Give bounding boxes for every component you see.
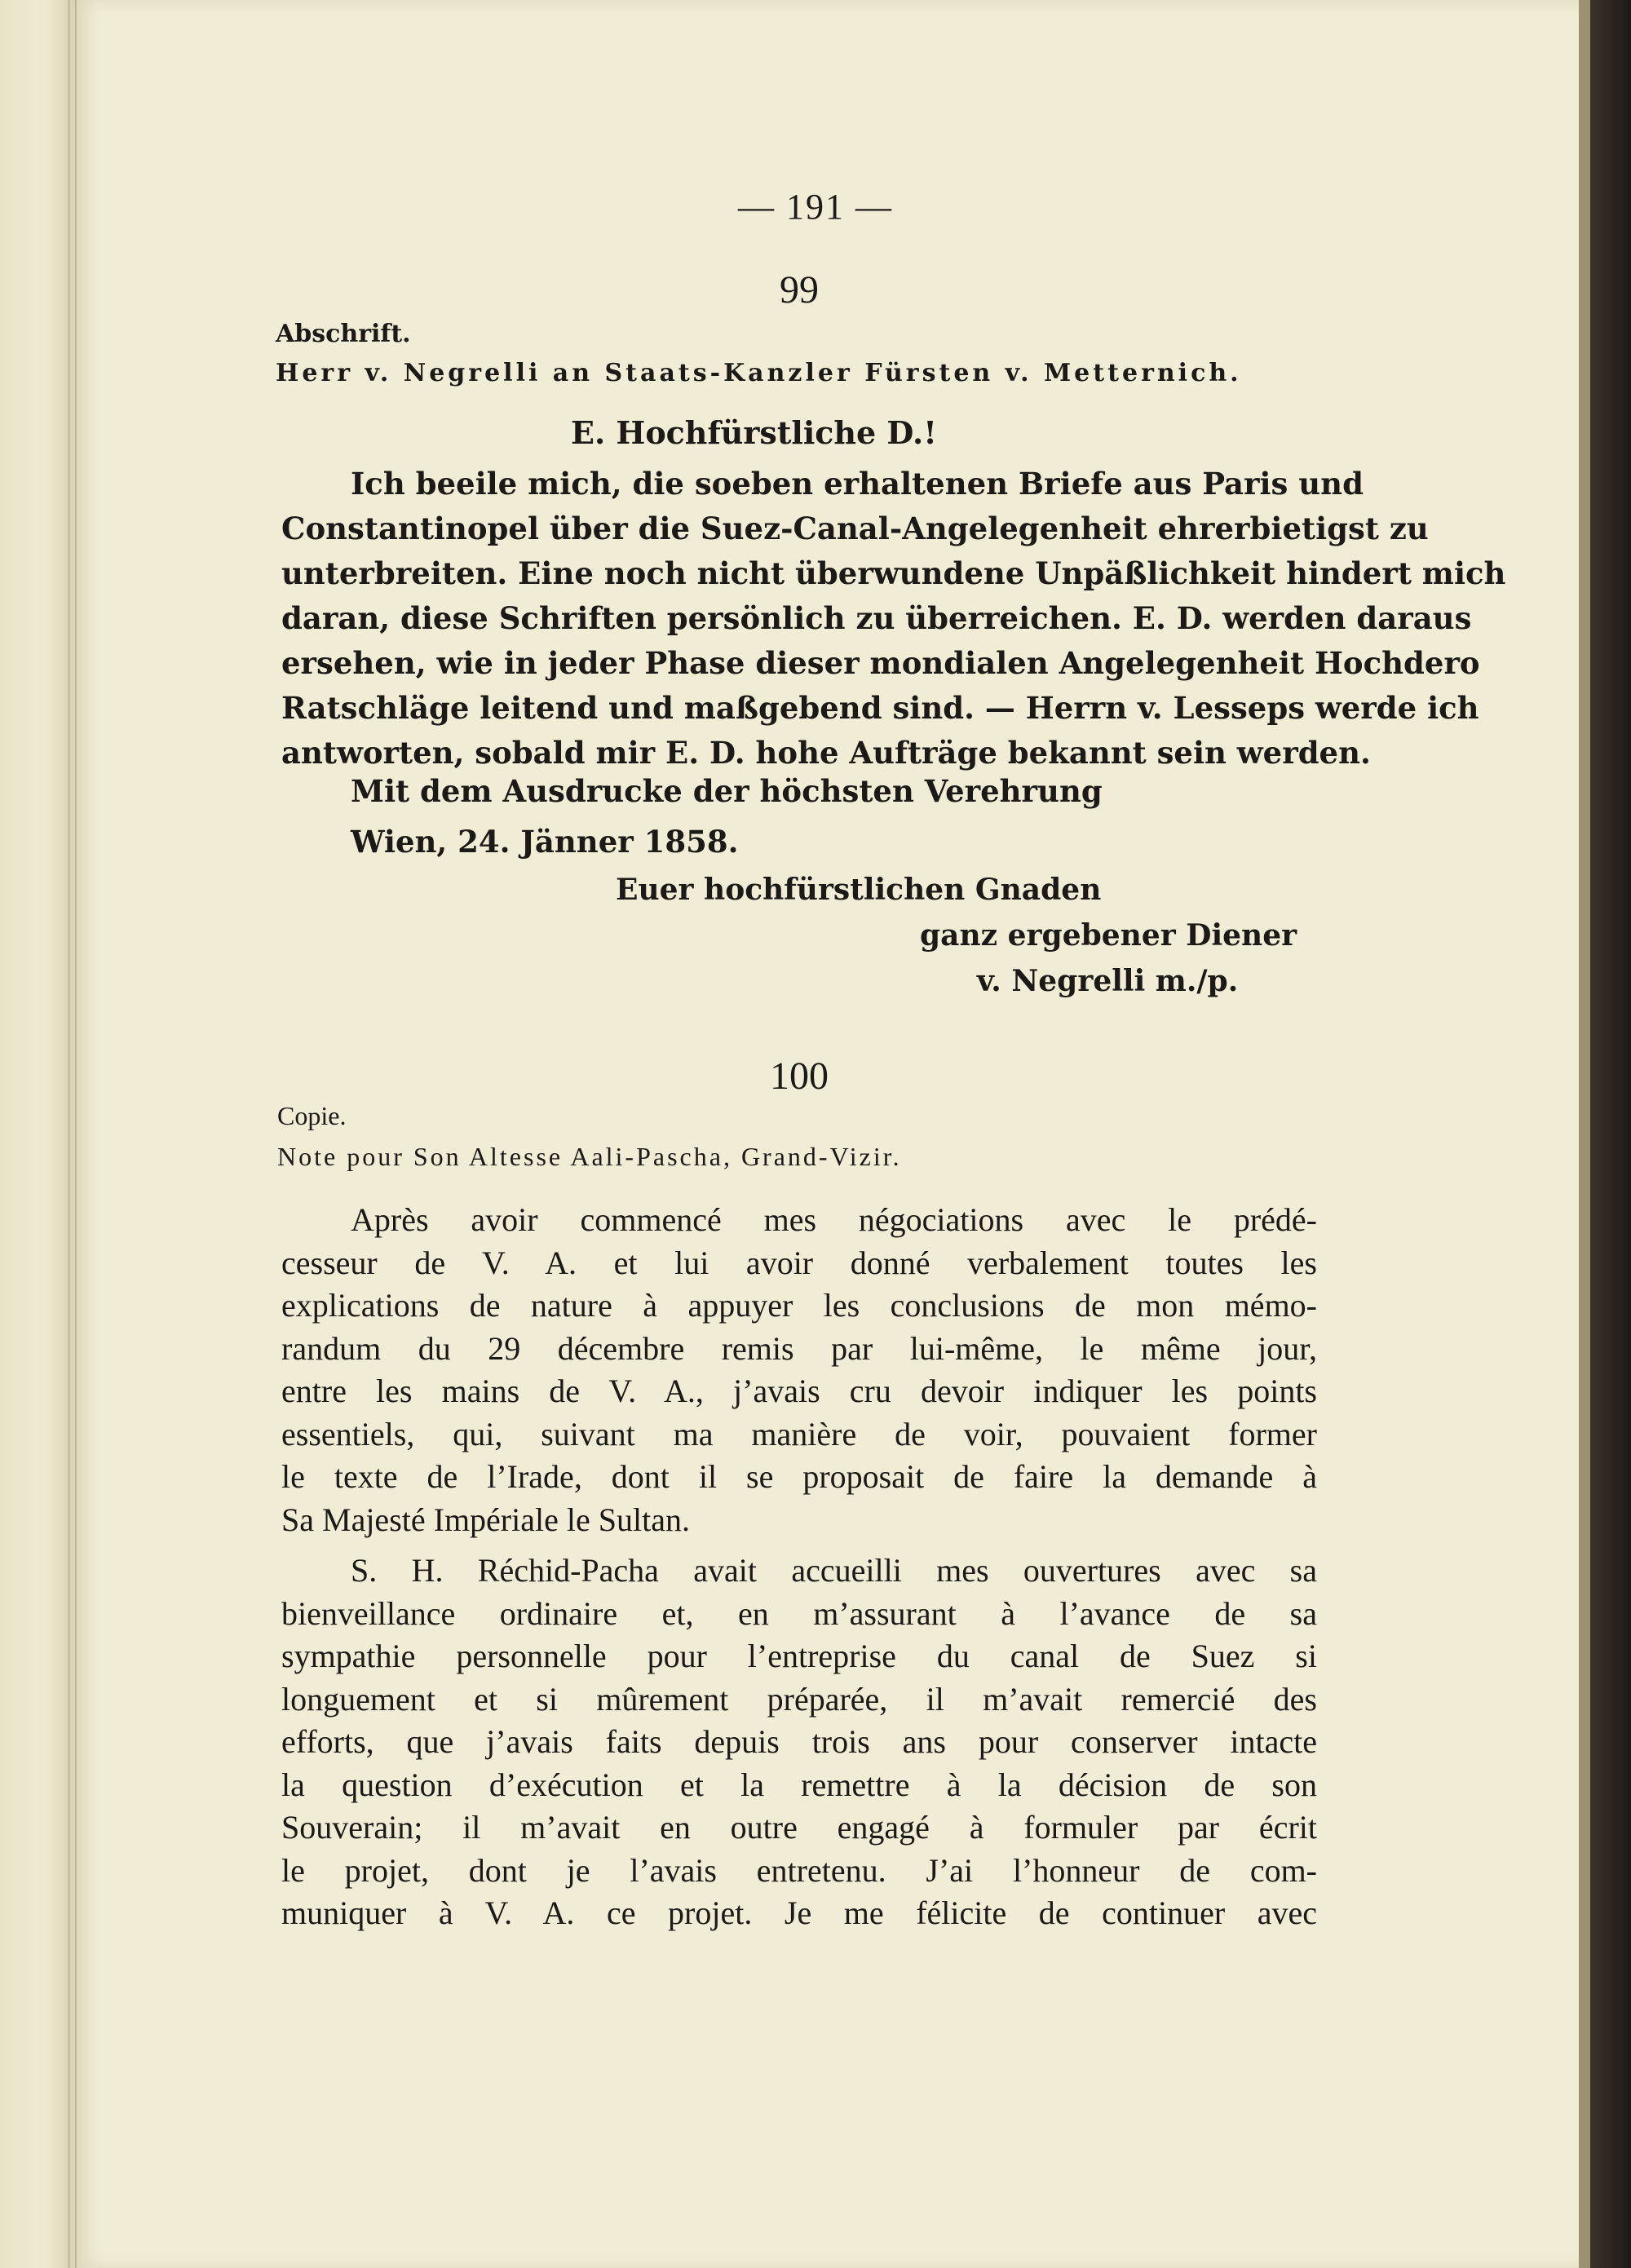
page-gutter xyxy=(1579,0,1590,2268)
letter-99-signature-greeting: Euer hochfürstlichen Gnaden xyxy=(616,873,1102,907)
letter-100-line: le projet, dont je l’avais entretenu. J’ai l’honneur de com- xyxy=(281,1851,1317,1889)
letter-99-number: 99 xyxy=(780,268,819,312)
letter-99-line: Ich beeile mich, die soeben erhaltenen Briefe aus Paris und xyxy=(351,466,1364,502)
letter-100-paragraph-1 xyxy=(281,1199,1317,1541)
letter-100-line: sympathie personnelle pour l’entreprise du canal de Suez si xyxy=(281,1638,1317,1674)
letter-100-heading: Note pour Son Altesse Aali-Pascha, Grand-Vizir. xyxy=(277,1142,902,1171)
letter-100-line: Souverain; il m’avait en outre engagé à formuler par écrit xyxy=(281,1809,1317,1846)
letter-99-signature-servant: ganz ergebener Diener xyxy=(920,918,1297,953)
book-binding xyxy=(1590,0,1631,2268)
letter-99-salutation: E. Hochfürstliche D.! xyxy=(571,414,937,451)
letter-100-line: le texte de l’Irade, dont il se proposait de faire la demande à xyxy=(281,1458,1317,1495)
letter-100-paragraph-2 xyxy=(281,1550,1317,1935)
letter-100-line: explications de nature à appuyer les conclusions de mon mémo- xyxy=(281,1287,1317,1324)
letter-100-line: muniquer à V. A. ce projet. Je me félicite de continuer avec xyxy=(281,1894,1317,1931)
letter-99-label: Abschrift. xyxy=(276,320,411,348)
letter-99-line: Constantinopel über die Suez-Canal-Angelegenheit ehrerbietigst zu xyxy=(281,511,1429,546)
page-number: — 191 — xyxy=(738,187,893,227)
letter-99-signature-name: v. Negrelli m./p. xyxy=(977,964,1239,998)
letter-100-line: S. H. Réchid-Pacha avait accueilli mes ouvertures avec sa xyxy=(351,1552,1317,1589)
letter-100-line: longuement et si mûrement préparée, il m’avait remercié des xyxy=(281,1680,1317,1718)
letter-100-line: Après avoir commencé mes négociations avec le prédé- xyxy=(351,1201,1317,1238)
letter-100-line: essentiels, qui, suivant ma manière de voir, pouvaient former xyxy=(281,1415,1317,1452)
letter-99-heading: Herr v. Negrelli an Staats-Kanzler Fürsten v. Metternich. xyxy=(276,359,1242,387)
letter-100-line: entre les mains de V. A., j’avais cru devoir indiquer les points xyxy=(281,1373,1317,1409)
letter-99-line: Ratschläge leitend und maßgebend sind. — Herrn v. Lesseps werde ich xyxy=(281,690,1479,726)
letter-100-label: Copie. xyxy=(277,1101,347,1130)
letter-100-line: la question d’exécution et la remettre à la décision de son xyxy=(281,1766,1317,1803)
letter-99-closing: Mit dem Ausdrucke der höchsten Verehrung xyxy=(351,773,1103,809)
letter-99-place-date: Wien, 24. Jänner 1858. xyxy=(351,824,739,860)
letter-100-line: randum du 29 décembre remis par lui-même, le même jour, xyxy=(281,1329,1317,1367)
letter-100-line: bienveillance ordinaire et, en m’assurant à l’avance de sa xyxy=(281,1594,1317,1632)
letter-100-line: efforts, que j’avais faits depuis trois ans pour conserver intacte xyxy=(281,1723,1317,1760)
letter-99-line: unterbreiten. Eine noch nicht überwundene Unpäßlichkeit hindert mich xyxy=(281,555,1506,591)
letter-100-line: Sa Majesté Impériale le Sultan. xyxy=(281,1501,690,1538)
previous-page-edge xyxy=(0,0,77,2268)
letter-99-line: ersehen, wie in jeder Phase dieser mondialen Angelegenheit Hochdero xyxy=(281,645,1480,681)
letter-100-number: 100 xyxy=(770,1054,829,1098)
letter-100-line: cesseur de V. A. et lui avoir donné verbalement toutes les xyxy=(281,1244,1317,1281)
letter-99-line: daran, diese Schriften persönlich zu überreichen. E. D. werden daraus xyxy=(281,600,1472,636)
letter-99-body xyxy=(281,462,1506,776)
letter-99-line: antworten, sobald mir E. D. hohe Aufträge bekannt sein werden. xyxy=(281,735,1371,771)
